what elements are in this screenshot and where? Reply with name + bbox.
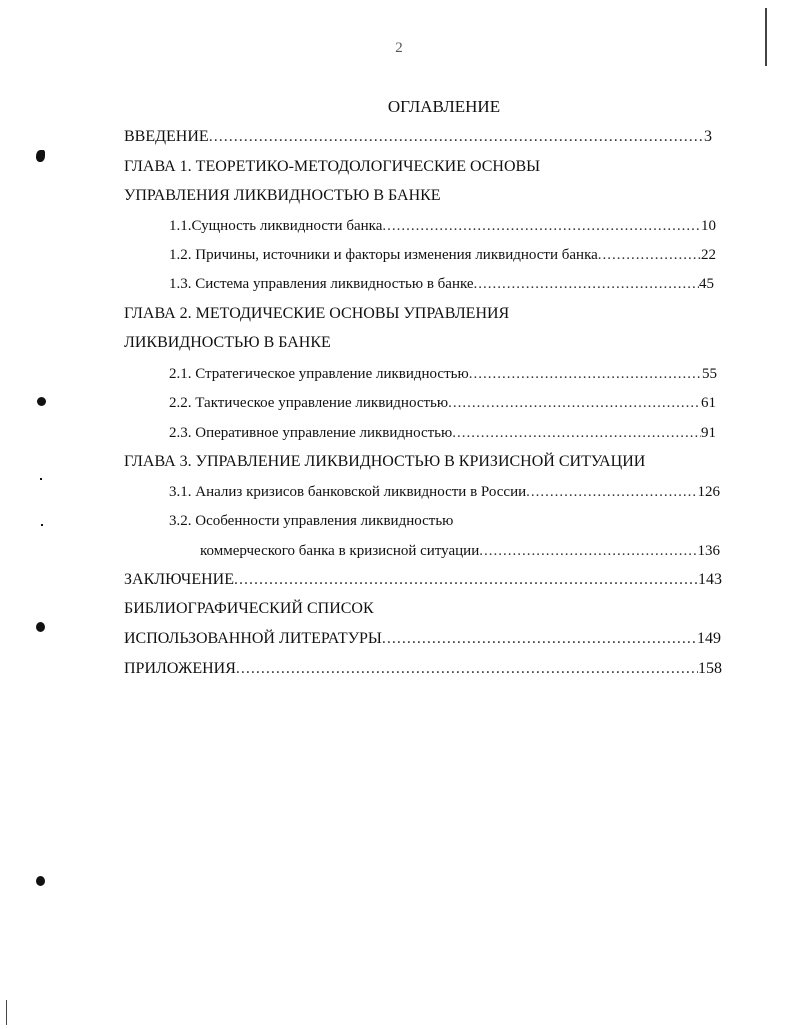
dot-leader xyxy=(526,481,697,503)
punch-hole-mark xyxy=(37,397,46,406)
dot-leader xyxy=(469,363,702,385)
dot-leader xyxy=(382,628,697,650)
toc-entry-label: 1.1.Сущность ликвидности банка xyxy=(169,218,383,234)
toc-entry-3-2 xyxy=(200,540,720,562)
toc-entry-label: ПРИЛОЖЕНИЯ xyxy=(124,660,236,677)
toc-entry-page: 149 xyxy=(697,630,721,647)
dot-leader xyxy=(479,540,697,562)
chapter1-heading-line1: ГЛАВА 1. ТЕОРЕТИКО-МЕТОДОЛОГИЧЕСКИЕ ОСНОВЫ xyxy=(124,158,541,175)
chapter3-heading: ГЛАВА 3. УПРАВЛЕНИЕ ЛИКВИДНОСТЬЮ В КРИЗИСНОЙ СИТУАЦИИ xyxy=(124,453,646,470)
dot-leader xyxy=(382,215,701,237)
punch-hole-mark xyxy=(36,150,45,162)
toc-entry-2-3 xyxy=(169,422,716,444)
toc-entry-page: 45 xyxy=(699,276,714,292)
toc-entry-label: ВВЕДЕНИЕ xyxy=(124,128,209,145)
bibliography-heading-line1: БИБЛИОГРАФИЧЕСКИЙ СПИСОК xyxy=(124,600,374,617)
toc-entry-page: 143 xyxy=(698,571,722,588)
toc-entry-3-1 xyxy=(169,481,720,503)
toc-entry-conclusion xyxy=(124,569,722,591)
toc-entry-label: 1.2. Причины, источники и факторы изменения ликвидности банка xyxy=(169,247,598,263)
dot-leader xyxy=(234,569,698,591)
dot-leader xyxy=(209,126,704,148)
dot-leader xyxy=(448,392,701,414)
speck-mark xyxy=(40,478,42,480)
toc-entry-page: 126 xyxy=(697,484,720,500)
speck-mark xyxy=(41,524,43,526)
punch-hole-mark xyxy=(36,876,45,886)
dot-leader xyxy=(474,273,699,295)
toc-entry-page: 158 xyxy=(698,660,722,677)
chapter2-heading-line1: ГЛАВА 2. МЕТОДИЧЕСКИЕ ОСНОВЫ УПРАВЛЕНИЯ xyxy=(124,305,510,322)
dot-leader xyxy=(598,244,701,266)
toc-entry-bibliography xyxy=(124,628,721,650)
toc-entry-page: 22 xyxy=(701,247,716,263)
toc-entry-label: ИСПОЛЬЗОВАННОЙ ЛИТЕРАТУРЫ xyxy=(124,630,382,647)
chapter1-heading-line2: УПРАВЛЕНИЯ ЛИКВИДНОСТЬЮ В БАНКЕ xyxy=(124,187,441,204)
toc-entry-1-3 xyxy=(169,273,714,295)
toc-entry-page: 3 xyxy=(704,128,712,145)
scan-edge-line xyxy=(6,1000,7,1025)
toc-entry-page: 55 xyxy=(702,366,717,382)
toc-entry-page: 136 xyxy=(697,543,720,559)
toc-entry-1-1 xyxy=(169,215,716,237)
toc-entry-page: 10 xyxy=(701,218,716,234)
scan-edge-line xyxy=(765,8,767,66)
page-number: 2 xyxy=(395,40,403,56)
toc-entry-2-2 xyxy=(169,392,716,414)
toc-entry-1-2 xyxy=(169,244,716,266)
toc-entry-page: 61 xyxy=(701,395,716,411)
toc-entry-2-1 xyxy=(169,363,717,385)
chapter2-heading-line2: ЛИКВИДНОСТЬЮ В БАНКЕ xyxy=(124,334,331,351)
punch-hole-mark xyxy=(36,622,45,632)
toc-title: ОГЛАВЛЕНИЕ xyxy=(387,97,501,116)
toc-entry-label: 2.3. Оперативное управление ликвидностью xyxy=(169,425,453,441)
toc-entry-appendix xyxy=(124,658,722,680)
toc-entry-3-2-line1: 3.2. Особенности управления ликвидностью xyxy=(169,513,454,529)
toc-entry-label: 2.2. Тактическое управление ликвидностью xyxy=(169,395,449,411)
toc-entry-label: коммерческого банка в кризисной ситуации xyxy=(200,543,480,559)
toc-entry-page: 91 xyxy=(701,425,716,441)
toc-entry-label: 1.3. Система управления ликвидностью в банке xyxy=(169,276,474,292)
toc-entry-label: 2.1. Стратегическое управление ликвидностью xyxy=(169,366,469,382)
dot-leader xyxy=(236,658,698,680)
toc-entry-label: ЗАКЛЮЧЕНИЕ xyxy=(124,571,234,588)
toc-entry-intro xyxy=(124,126,712,148)
dot-leader xyxy=(452,422,701,444)
toc-entry-label: 3.1. Анализ кризисов банковской ликвидности в России xyxy=(169,484,527,500)
